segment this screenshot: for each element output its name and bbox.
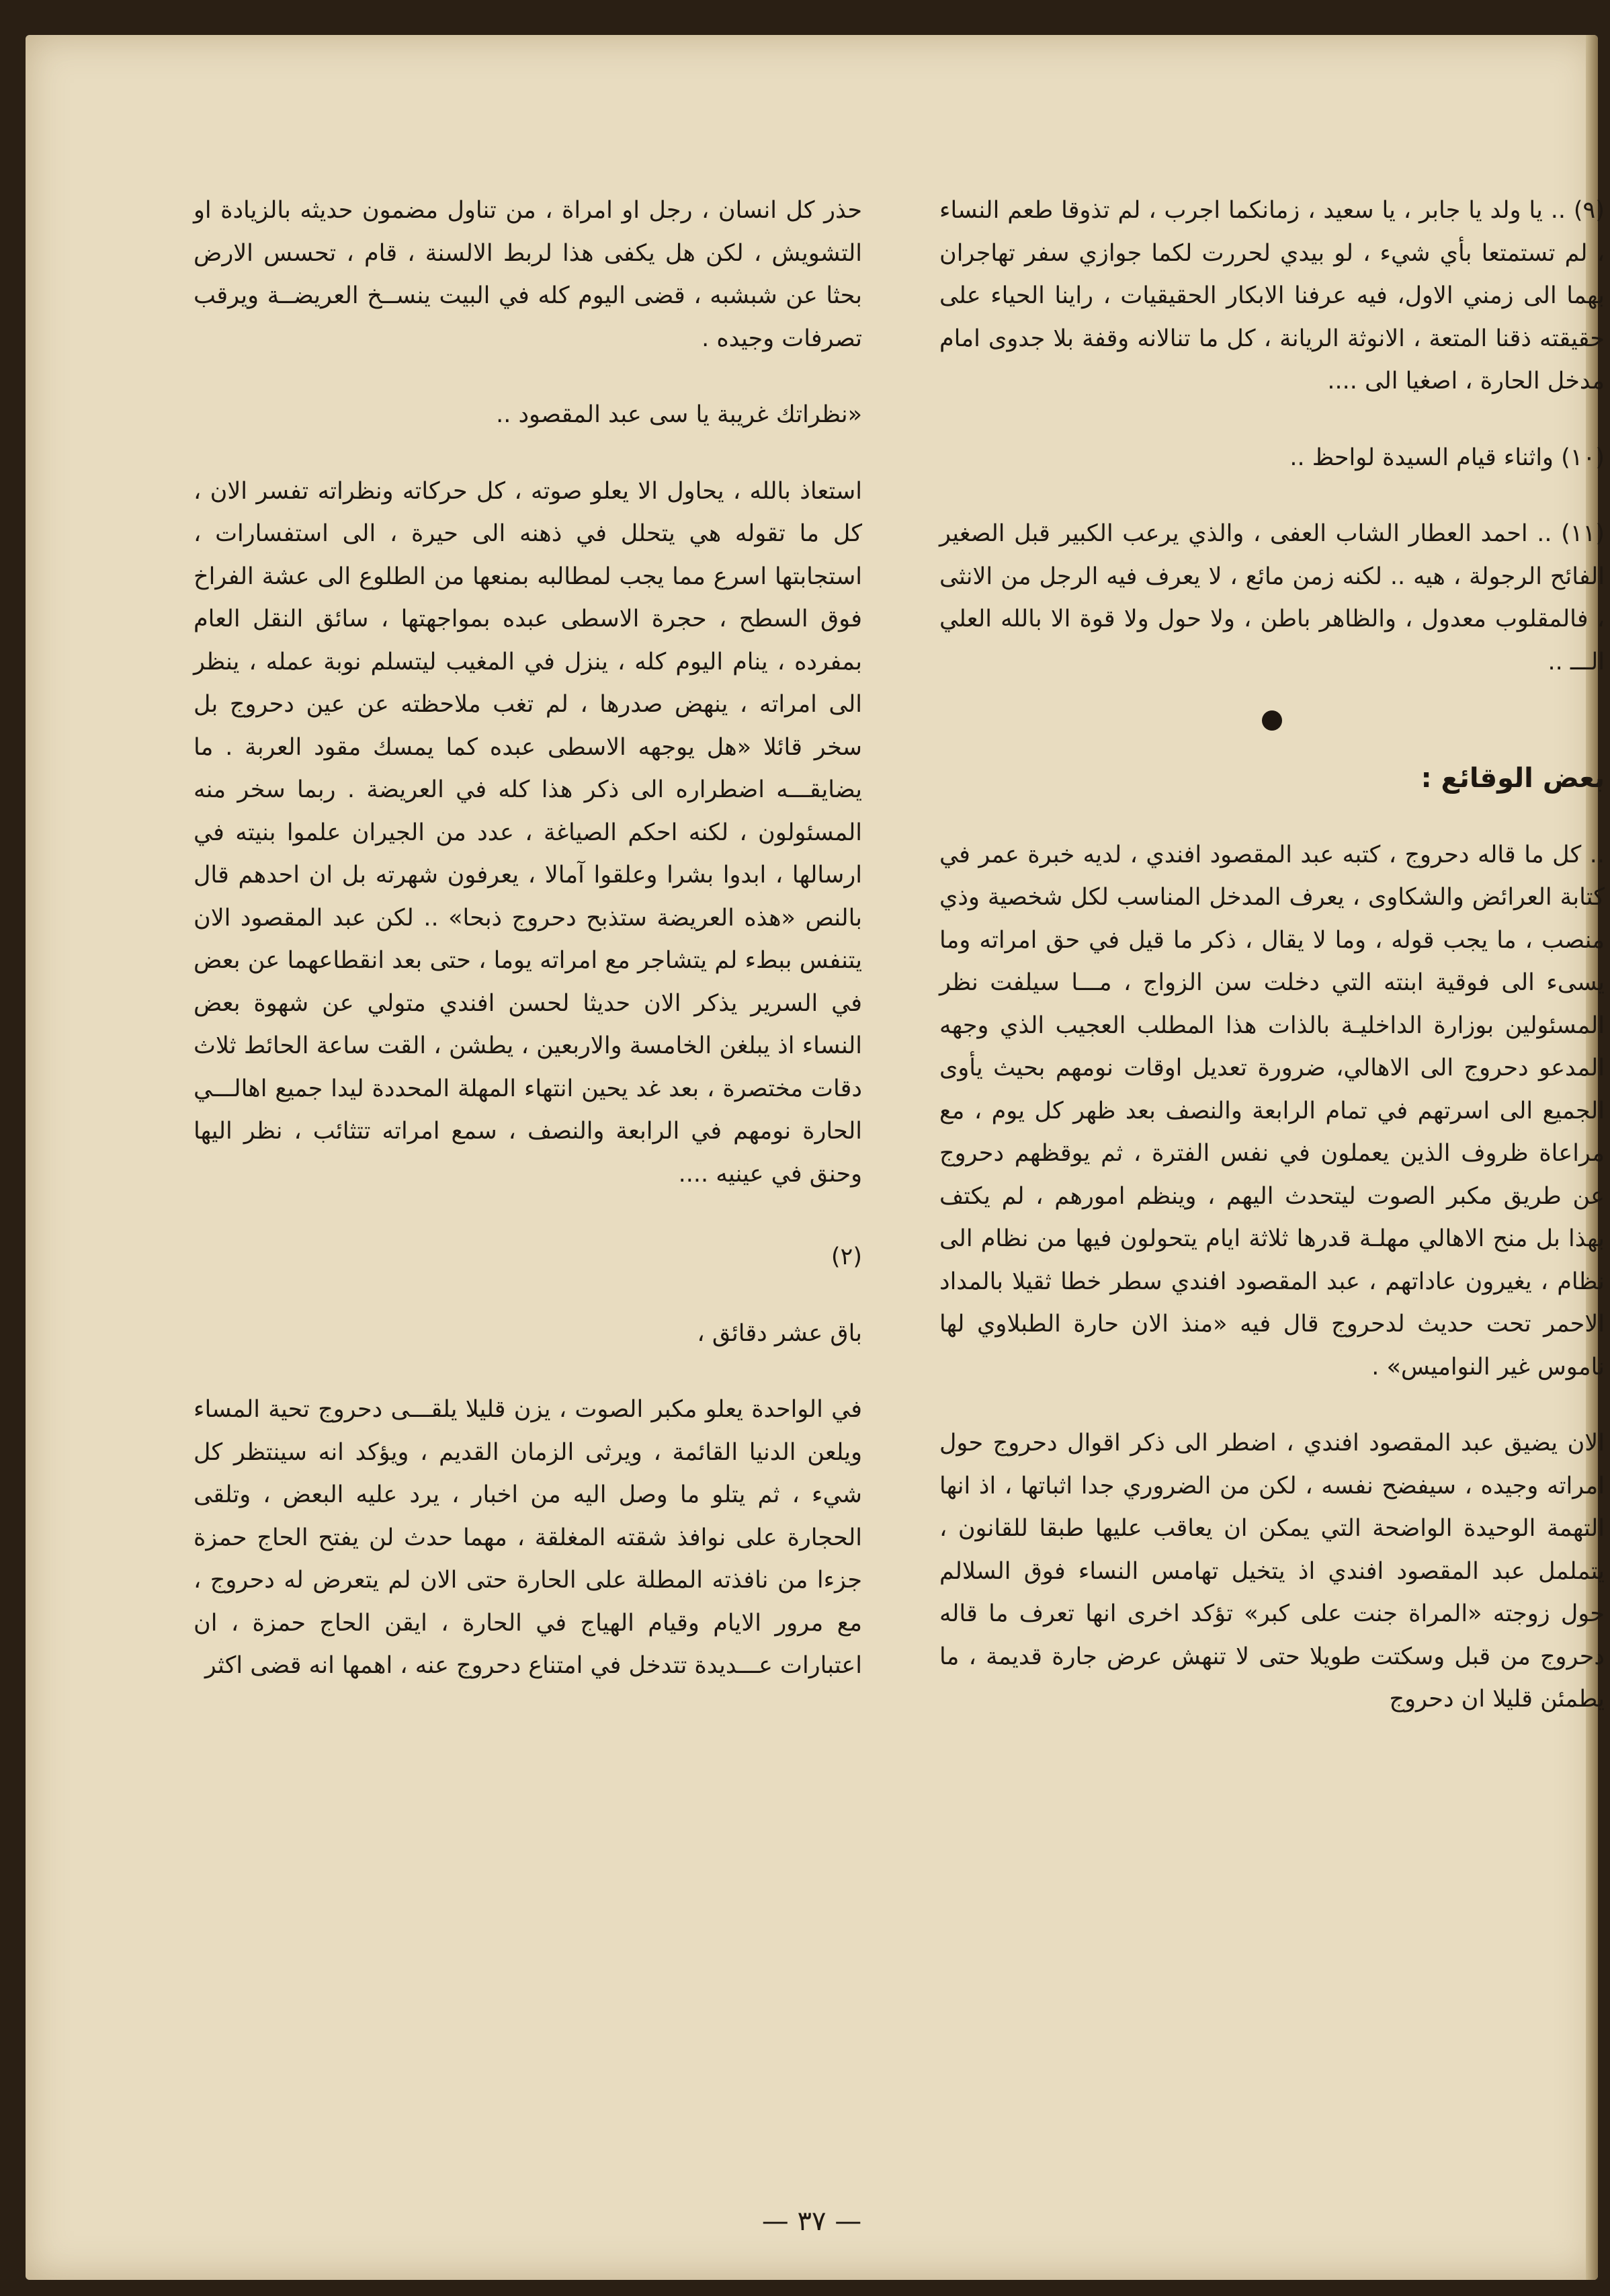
paragraph-events: .. كل ما قاله دحروج ، كتبه عبد المقصود افندي ، لديه خبرة عمر في كتابة العرائض والشكاوى ، يعرف المدخل المناسب لكل شخصية وذي منصب ، ما يجب قوله ، وما لا يقال ، ذكر ما قيل في حق امراته وما يسىء الى فوقية ابنته التي دخلت سن الزواج ، مـــا سيلفت نظر المسئولين بوزارة الداخليـة بالذات هذا المطلب العجيب الذي وجهه المدعو دحروج الى الاهالي، ضرورة تعديل اوقات نومهم بحيث يأوى الجميع الى اسرتهم في تمام الرابعة والنصف بعد ظهر كل يوم ، مع مراعاة ظروف الذين يعملون في نفس الفترة ، ثم يوقظهم دحروج عن طريق مكبر الصوت ليتحدث اليهم ، وينظم امورهم ، لم يكتف بهذا بل منح الاهالي مهلـة قدرها ثلاثة ايام يتحولون فيها من نظام الى نظام ، يغيرون عاداتهم ، عبد المقصود افندي سطر خطا ثقيلا بالمداد الاحمر تحت حديث لدحروج قال فيه «منذ الان حارة الطبلاوي لها ناموس غير النواميس» . — [939, 841, 1605, 1381]
left-column — [194, 190, 862, 1688]
right-column — [939, 190, 1605, 1721]
paragraph-loudspeaker: في الواحدة يعلو مكبر الصوت ، يزن قليلا يلقـــى دحروج تحية المساء ويلعن الدنيا القائمة ، ويرثى الزمان القديم ، ويؤكد انه سينتظر كل شيء ، ثم يتلو ما وصل اليه من اخبار ، يرد عليه البعض ، وتلقى الحجارة على نوافذ شقته المغلقة ، مهما حدث لن يفتح الحاج حمزة جزءا من نافذته المطلة على الحارة حتى الان لم يتعرض له دحروج ، مع مرور الايام وقيام الهياج في الحارة ، ايقن الحاج حمزة ، ان اعتبارات عـــديدة تتدخل في امتناع دحروج عنه ، اهمها انه قضى اكثر — [194, 1396, 862, 1679]
page-number: — ٣٧ — — [761, 2206, 862, 2237]
book-page — [26, 35, 1605, 2280]
remaining-time: باق عشر دقائق ، — [697, 1319, 862, 1347]
section-heading: بعض الوقائع : — [1421, 763, 1605, 794]
paragraph-11: (١١) .. احمد العطار الشاب العفى ، والذي يرعب الكبير قبل الصغير الفائح الرجولة ، هيه .. لكنه زمن مائع ، لا يعرف فيه الرجل من الانثى ، فالمقلوب معدول ، والظاهر باطن ، ولا حول ولا قوة الا بالله العلي الـــ .. — [939, 520, 1605, 675]
paragraph-istiaza: استعاذ بالله ، يحاول الا يعلو صوته ، كل حركاته ونظراته تفسر الان ، كل ما تقوله هي يتحلل في ذهنه الى حيرة ، الى استفسارات ، استجابتها اسرع مما يجب لمطالبه بمنعها من الطلوع الى عشة الفراخ فوق السطح ، حجرة الاسطى عبده بمواجهتها ، سائق النقل العام بمفرده ، ينام اليوم كله ، ينزل في المغيب ليتسلم نوبة عمله ، ينظر الى امراته ، ينهض صدرها ، لم تغب ملاحظته عن عين دحروج بل سخر قائلا «هل يوجهه الاسطى عبده كما يمسك مقود العربة . ما يضايقـــه اضطراره الى ذكر هذا كله في العريضة . ربما سخر منه المسئولون ، لكنه احكم الصياغة ، عدد من الجيران علموا بنيته في ارسالها ، ابدوا بشرا وعلقوا آمالا ، يعرفون شهرته بل ان احدهم قال بالنص «هذه العريضة ستذبح دحروج ذبحا» .. لكن عبد المقصود الان يتنفس ببطء لم يتشاجر مع امراته يوما ، حتى بعد انقطاعهما عن بعض في السرير يذكر الان حديثا لحسن افندي متولي عن شهوة بعض النساء اذ يبلغن الخامسة والاربعين ، يطشن ، القت ساعة الحائط ثلاث دقات مختصرة ، بعد غد يحين انتهاء المهلة المحددة ليدا جميع اهالـــي الحارة نومهم في الرابعة والنصف ، سمع امراته تتثائب ، نظر اليها وحنق في عينيه .... — [194, 477, 862, 1188]
section-bullet — [939, 684, 1605, 757]
paragraph-10: (١٠) واثناء قيام السيدة لواحظ .. — [1289, 444, 1605, 471]
paragraph-9: (٩) .. يا ولد يا جابر ، يا سعيد ، زمانكما اجرب ، لم تذوقا طعم النساء ، لم تستمتعا بأي شيء ، لو بيدي لحررت لكما جوازي سفر تهاجران بهما الى زمني الاول، فيه عرفنا الابكار الحقيقيات ، راينا الحياء على حقيقته ذقنا المتعة ، الانوثة الريانة ، كل ما تنالانه وقفة بلا جدوى امام مدخل الحارة ، اصغيا الى .... — [939, 197, 1605, 395]
paragraph-now: الان يضيق عبد المقصود افندي ، اضطر الى ذكر اقوال دحروج حول امراته وجيده ، سيفضح نفسه ، لكن من الضروري جدا اثباتها ، اذ انها التهمة الوحيدة الواضحة التي يمكن ان يعاقب عليها طبقا للقانون ، يتململ عبد المقصود افندي اذ يتخيل تهامس النساء فوق السلالم حول زوجته «المراة جنت على كبر» تؤكد اخرى انها تعرف ما قاله دحروج من قبل وسكتت طويلا حتى لا تنهش عرض جارة قديمة ، ما يطمئن قليلا ان دحروج — [939, 1430, 1605, 1713]
quote-line: «نظراتك غريبة يا سى عبد المقصود .. — [496, 401, 862, 428]
paragraph-warning: حذر كل انسان ، رجل او امراة ، من تناول مضمون حديثه بالزيادة او التشويش ، لكن هل يكفى هذا لربط الالسنة ، قام ، تحسس الارض بحثا عن شبشبه ، قضى اليوم كله في البيت ينســخ العريضــة ويرقب تصرفات وجيده . — [194, 197, 862, 352]
section-number-2: (٢) — [831, 1243, 862, 1270]
